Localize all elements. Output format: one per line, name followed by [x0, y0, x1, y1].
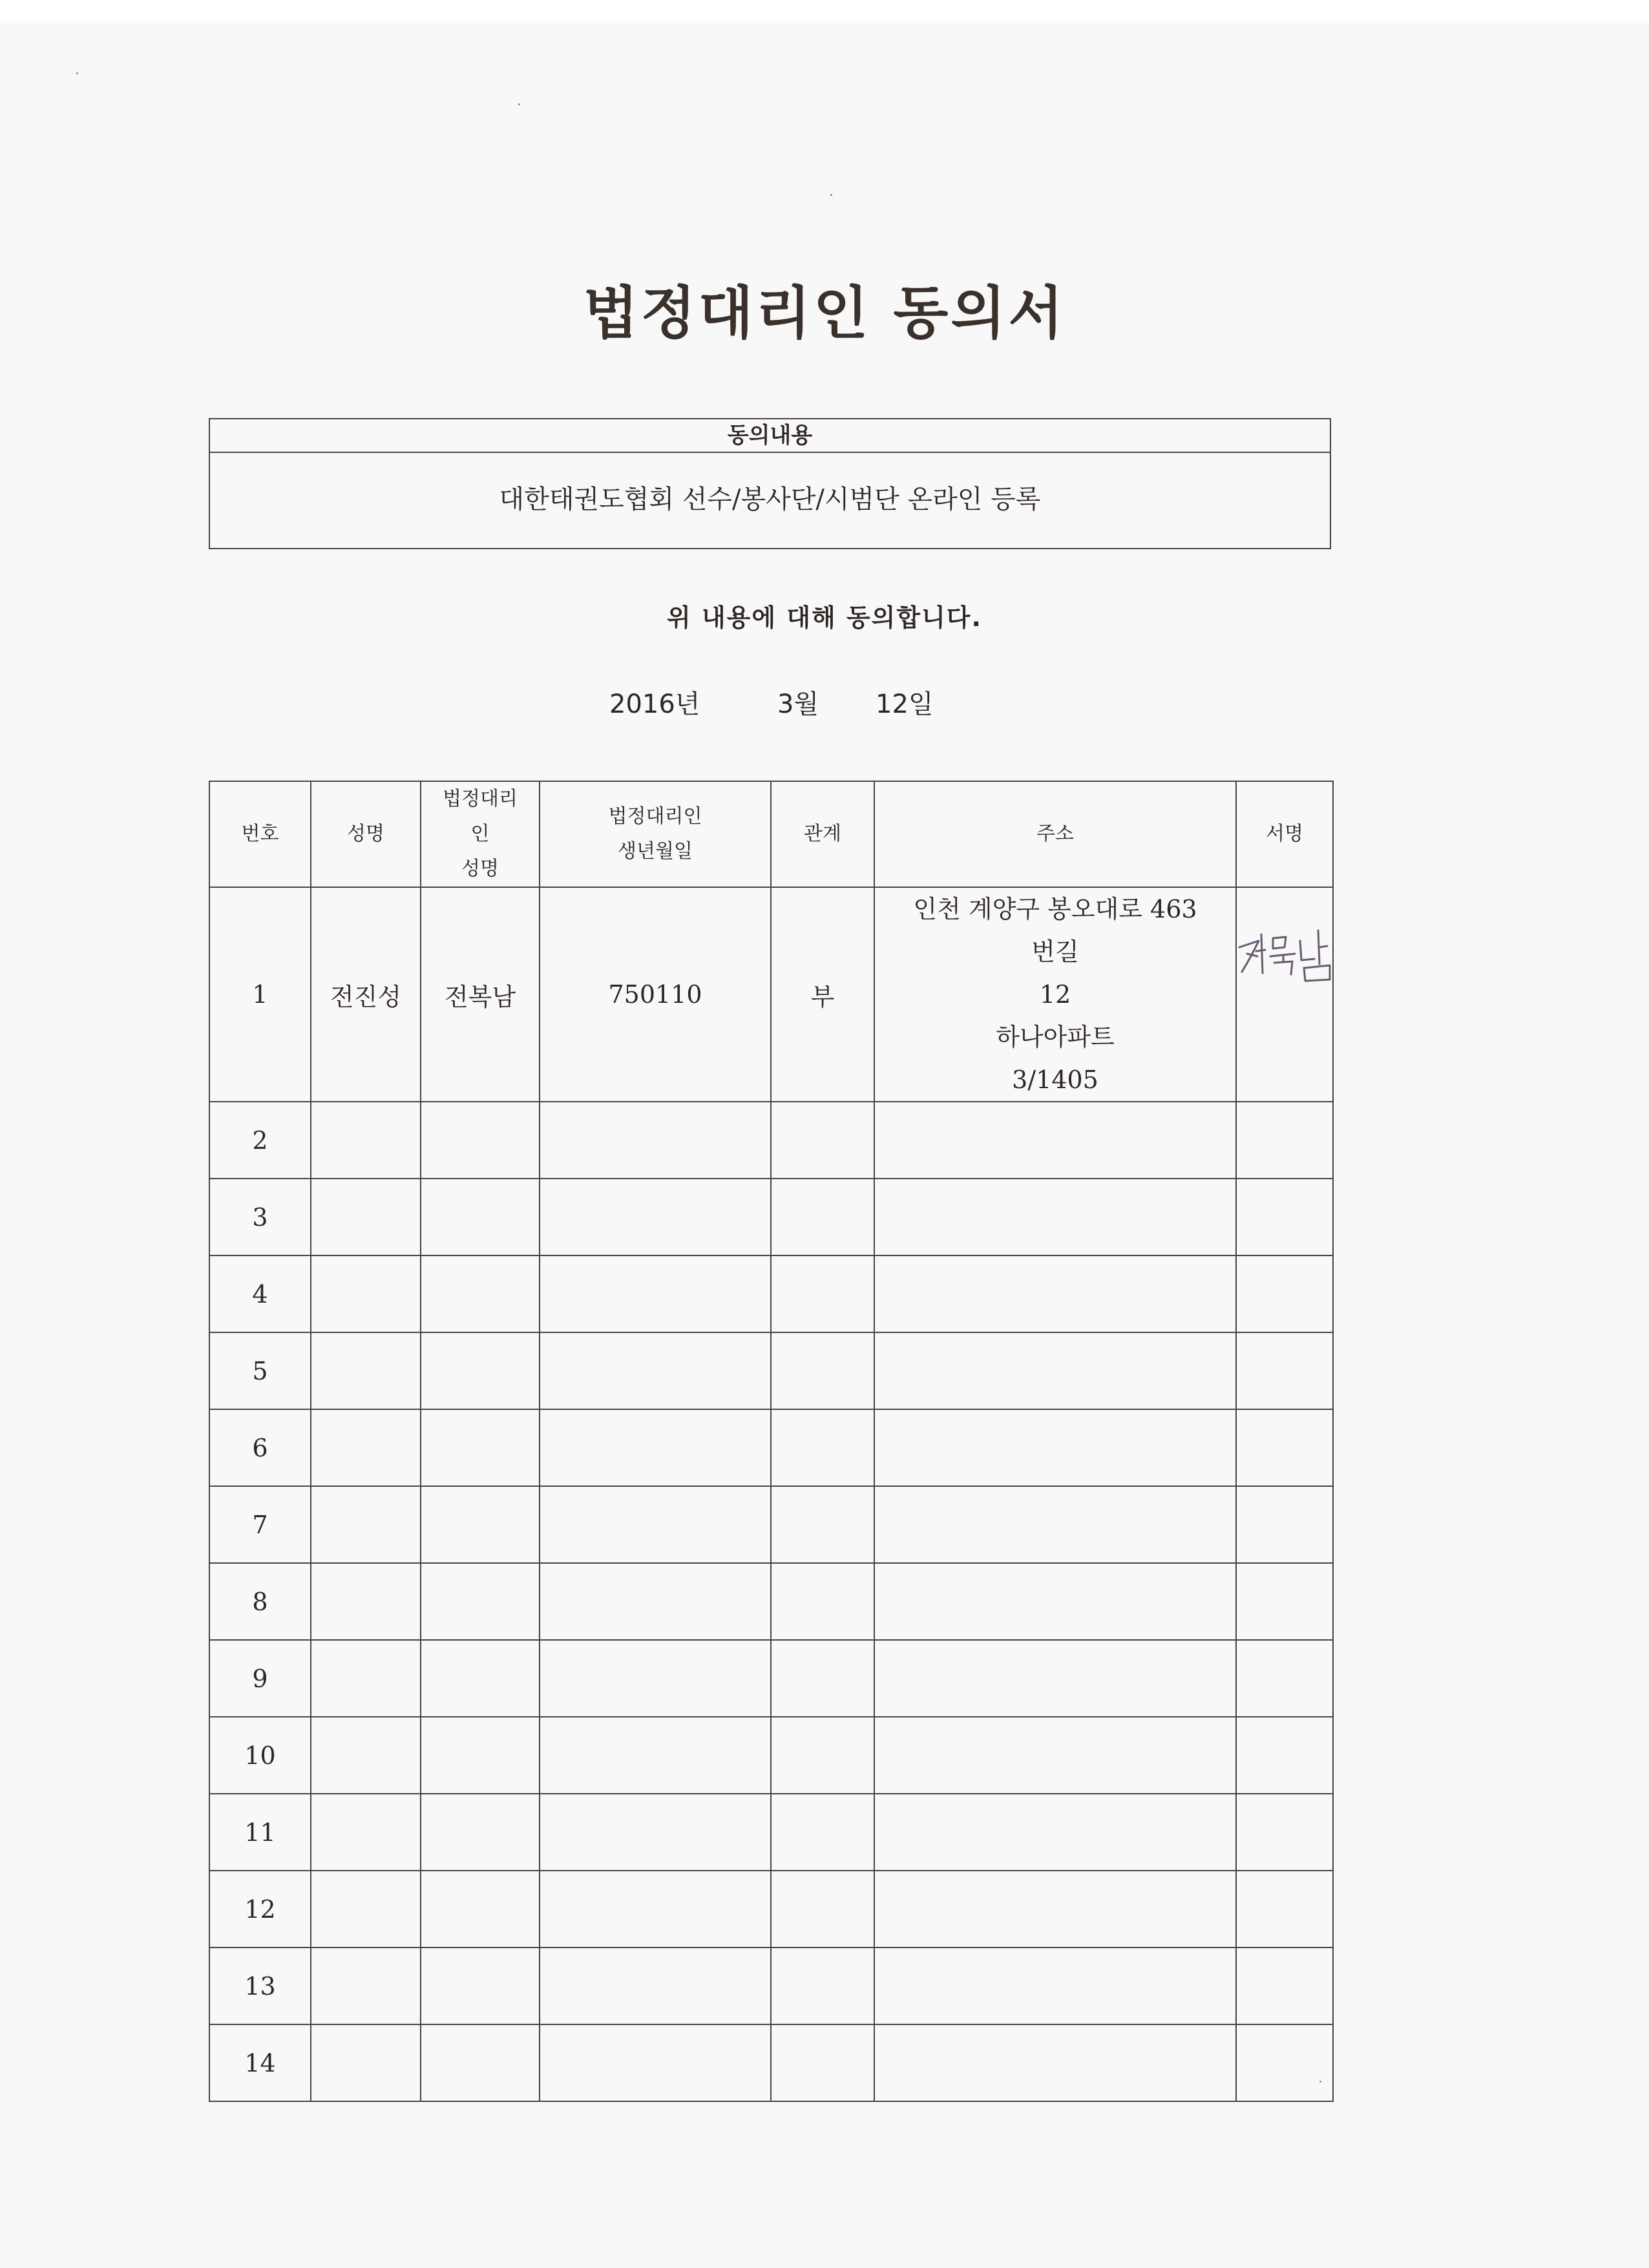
- header-name: 성명: [311, 781, 421, 887]
- row-guardian-name: [421, 1332, 540, 1409]
- guardian-table: [209, 781, 1334, 2102]
- row-address: [874, 887, 1236, 1102]
- row-number: 14: [209, 2024, 311, 2101]
- row-guardian-birth: [540, 1871, 771, 1948]
- row-relation: [771, 1640, 874, 1717]
- row-guardian-name: [421, 1948, 540, 2024]
- header-guardian-birth-line2: 생년월일: [618, 840, 693, 863]
- date-month: 3월: [777, 689, 819, 719]
- scan-speck: [830, 194, 832, 196]
- scan-speck: [1319, 2081, 1321, 2083]
- header-guardian-name-line1: 법정대리: [443, 788, 518, 810]
- table-row: [209, 1871, 1333, 1948]
- row-guardian-name: 전복남: [421, 887, 540, 1102]
- row-number: 4: [209, 1255, 311, 1332]
- row-relation: [771, 1948, 874, 2024]
- row-guardian-name: [421, 1640, 540, 1717]
- header-guardian-birth: [540, 781, 771, 887]
- row-signature: [1236, 1102, 1333, 1179]
- row-number: 6: [209, 1409, 311, 1486]
- row-number: 1: [209, 887, 311, 1102]
- row-name: [311, 1486, 421, 1563]
- row-relation: [771, 1794, 874, 1871]
- row-address: [874, 1563, 1236, 1640]
- row-number: 8: [209, 1563, 311, 1640]
- row-signature: [1236, 1486, 1333, 1563]
- table-row: [209, 1102, 1333, 1179]
- table-row: [209, 1409, 1333, 1486]
- row-name: [311, 1332, 421, 1409]
- row-signature: [1236, 1717, 1333, 1794]
- row-signature: [1236, 1179, 1333, 1255]
- row-address: [874, 1409, 1236, 1486]
- row-relation: [771, 1717, 874, 1794]
- header-guardian-name-line3: 성명: [461, 857, 499, 880]
- row-number: 3: [209, 1179, 311, 1255]
- row-signature: [1236, 1948, 1333, 2024]
- row-guardian-name: [421, 2024, 540, 2101]
- row-name: [311, 1794, 421, 1871]
- row-signature: [1236, 1640, 1333, 1717]
- row-relation: [771, 1255, 874, 1332]
- row-signature: [1236, 2024, 1333, 2101]
- row-guardian-name: [421, 1794, 540, 1871]
- table-header-row: [209, 781, 1333, 887]
- row-number: 11: [209, 1794, 311, 1871]
- row-number: 10: [209, 1717, 311, 1794]
- row-address: [874, 1948, 1236, 2024]
- row-signature: [1236, 1255, 1333, 1332]
- row-guardian-birth: [540, 1179, 771, 1255]
- table-row: [209, 1179, 1333, 1255]
- row-address: [874, 1486, 1236, 1563]
- row-guardian-name: [421, 1717, 540, 1794]
- row-address: [874, 1255, 1236, 1332]
- row-name: [311, 2024, 421, 2101]
- row-name: [311, 1717, 421, 1794]
- row-guardian-name: [421, 1871, 540, 1948]
- row-address: [874, 1871, 1236, 1948]
- row-name: [311, 1409, 421, 1486]
- table-row: [209, 1948, 1333, 2024]
- header-number: 번호: [209, 781, 311, 887]
- scan-top-margin: [0, 0, 1649, 23]
- row-relation: [771, 1179, 874, 1255]
- row-signature: [1236, 1794, 1333, 1871]
- table-row: [209, 1563, 1333, 1640]
- date-year: 2016년: [609, 689, 700, 719]
- scan-speck: [518, 103, 520, 105]
- row-guardian-birth: [540, 1563, 771, 1640]
- address-line-2: [875, 930, 1235, 1058]
- row-signature: [1236, 1563, 1333, 1640]
- row-guardian-birth: 750110: [540, 887, 771, 1102]
- table-row: [209, 1332, 1333, 1409]
- row-guardian-birth: [540, 1948, 771, 2024]
- row-name: [311, 1255, 421, 1332]
- row-name: [311, 1871, 421, 1948]
- header-relation: 관계: [771, 781, 874, 887]
- row-relation: [771, 1332, 874, 1409]
- consent-content: 대한태권도협회 선수/봉사단/시범단 온라인 등록: [499, 485, 1041, 514]
- address-line-2-part-b: 12: [1039, 980, 1071, 1009]
- header-guardian-name-line2: 인: [470, 823, 490, 845]
- document-title: 법정대리인 동의서: [583, 280, 1066, 346]
- row-guardian-name: [421, 1486, 540, 1563]
- row-name: [311, 1102, 421, 1179]
- table-row: [209, 1640, 1333, 1717]
- row-name: [311, 1563, 421, 1640]
- row-guardian-birth: [540, 1409, 771, 1486]
- row-relation: [771, 1409, 874, 1486]
- header-address: 주소: [874, 781, 1236, 887]
- address-line-1: 인천 계양구 봉오대로 463: [913, 895, 1197, 923]
- row-guardian-birth: [540, 1640, 771, 1717]
- row-relation: [771, 1486, 874, 1563]
- row-guardian-name: [421, 1179, 540, 1255]
- row-signature: [1236, 887, 1333, 1102]
- scan-speck: [76, 72, 78, 74]
- row-address: [874, 1717, 1236, 1794]
- row-guardian-birth: [540, 2024, 771, 2101]
- row-name: 전진성: [311, 887, 421, 1102]
- table-row: [209, 1255, 1333, 1332]
- row-name: [311, 1948, 421, 2024]
- row-guardian-birth: [540, 1102, 771, 1179]
- row-guardian-birth: [540, 1717, 771, 1794]
- row-number: 9: [209, 1640, 311, 1717]
- address-line-2-part-c: 하나아파트: [996, 1023, 1115, 1051]
- row-address: [874, 1640, 1236, 1717]
- agreement-statement: 위 내용에 대해 동의합니다.: [667, 604, 982, 632]
- row-number: 12: [209, 1871, 311, 1948]
- row-signature: [1236, 1409, 1333, 1486]
- header-guardian-name: [421, 781, 540, 887]
- consent-heading: 동의내용: [210, 419, 1330, 453]
- row-number: 2: [209, 1102, 311, 1179]
- table-row: [209, 1717, 1333, 1794]
- row-address: [874, 1794, 1236, 1871]
- row-guardian-birth: [540, 1332, 771, 1409]
- row-relation: [771, 1871, 874, 1948]
- header-signature: 서명: [1236, 781, 1333, 887]
- row-name: [311, 1640, 421, 1717]
- row-guardian-name: [421, 1255, 540, 1332]
- row-guardian-birth: [540, 1486, 771, 1563]
- date-day: 12일: [876, 689, 934, 719]
- row-number: 7: [209, 1486, 311, 1563]
- row-signature: [1236, 1332, 1333, 1409]
- row-guardian-name: [421, 1563, 540, 1640]
- header-guardian-birth-line1: 법정대리인: [608, 805, 702, 828]
- handwritten-signature: [1233, 921, 1343, 986]
- table-row: [209, 2024, 1333, 2101]
- address-line-3: 3/1405: [1012, 1066, 1098, 1094]
- row-number: 13: [209, 1948, 311, 2024]
- row-relation: [771, 2024, 874, 2101]
- row-guardian-name: [421, 1409, 540, 1486]
- address-line-2-part-a: 번길: [1031, 938, 1079, 966]
- row-guardian-name: [421, 1102, 540, 1179]
- table-row: [209, 887, 1333, 1102]
- row-address: [874, 1179, 1236, 1255]
- row-guardian-birth: [540, 1255, 771, 1332]
- row-number: 5: [209, 1332, 311, 1409]
- row-address: [874, 1102, 1236, 1179]
- consent-box: [209, 418, 1331, 549]
- table-row: [209, 1486, 1333, 1563]
- row-relation: [771, 1563, 874, 1640]
- row-signature: [1236, 1871, 1333, 1948]
- table-row: [209, 1794, 1333, 1871]
- row-relation: 부: [771, 887, 874, 1102]
- row-name: [311, 1179, 421, 1255]
- row-guardian-birth: [540, 1794, 771, 1871]
- row-relation: [771, 1102, 874, 1179]
- row-address: [874, 2024, 1236, 2101]
- row-address: [874, 1332, 1236, 1409]
